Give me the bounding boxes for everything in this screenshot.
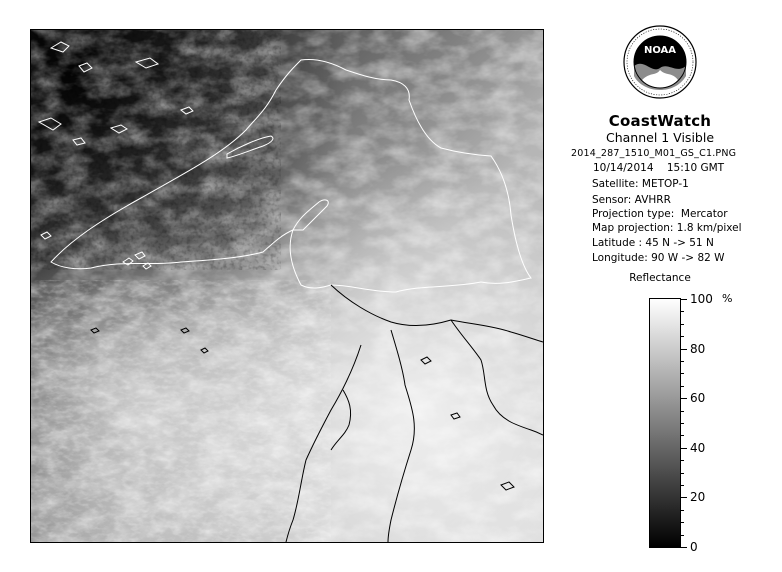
colorbar-minor-tick: [681, 311, 684, 312]
sensor-label: Sensor: AVHRR: [592, 194, 671, 206]
colorbar-title: Reflectance: [629, 272, 691, 284]
colorbar-minor-tick: [681, 510, 684, 511]
colorbar-minor-tick: [681, 324, 684, 325]
image-datetime: 10/14/2014 15:10 GMT: [593, 162, 725, 174]
image-filename: 2014_287_1510_M01_GS_C1.PNG: [571, 148, 737, 159]
map-projection-label: Map projection: 1.8 km/pixel: [592, 222, 742, 234]
reflectance-colorbar: [649, 298, 681, 548]
colorbar-tick: [681, 547, 687, 548]
colorbar-tick: [681, 349, 687, 350]
colorbar-tick-label: 20: [690, 490, 706, 505]
satellite-image: [31, 30, 543, 542]
noaa-logo-text: NOAA: [643, 45, 677, 56]
colorbar-minor-tick: [681, 373, 684, 374]
brand-title: CoastWatch: [608, 112, 712, 130]
colorbar-unit: %: [722, 292, 733, 305]
colorbar-minor-tick: [681, 535, 684, 536]
satellite-label: Satellite: METOP-1: [592, 178, 689, 190]
colorbar-tick: [681, 398, 687, 399]
longitude-range-label: Longitude: 90 W -> 82 W: [592, 252, 725, 264]
colorbar-tick-label: 0: [690, 540, 698, 554]
colorbar-minor-tick: [681, 485, 684, 486]
colorbar-tick-label: 60: [690, 391, 706, 406]
colorbar-minor-tick: [681, 411, 684, 412]
colorbar-minor-tick: [681, 386, 684, 387]
colorbar-minor-tick: [681, 423, 684, 424]
colorbar-minor-tick: [681, 361, 684, 362]
colorbar-tick-label: 80: [690, 341, 706, 356]
satellite-image-frame: [30, 29, 544, 543]
colorbar-minor-tick: [681, 473, 684, 474]
noaa-logo: [622, 24, 698, 104]
latitude-range-label: Latitude : 45 N -> 51 N: [592, 237, 714, 249]
colorbar-minor-tick: [681, 435, 684, 436]
colorbar-tick-label: 40: [690, 440, 706, 455]
colorbar-tick: [681, 448, 687, 449]
projection-type-label: Projection type: Mercator: [592, 208, 728, 220]
channel-title: Channel 1 Visible: [605, 130, 715, 145]
colorbar-tick-label: 100: [690, 292, 713, 306]
colorbar-tick: [681, 299, 687, 300]
colorbar-minor-tick: [681, 522, 684, 523]
colorbar-minor-tick: [681, 460, 684, 461]
colorbar-tick: [681, 497, 687, 498]
colorbar-minor-tick: [681, 336, 684, 337]
